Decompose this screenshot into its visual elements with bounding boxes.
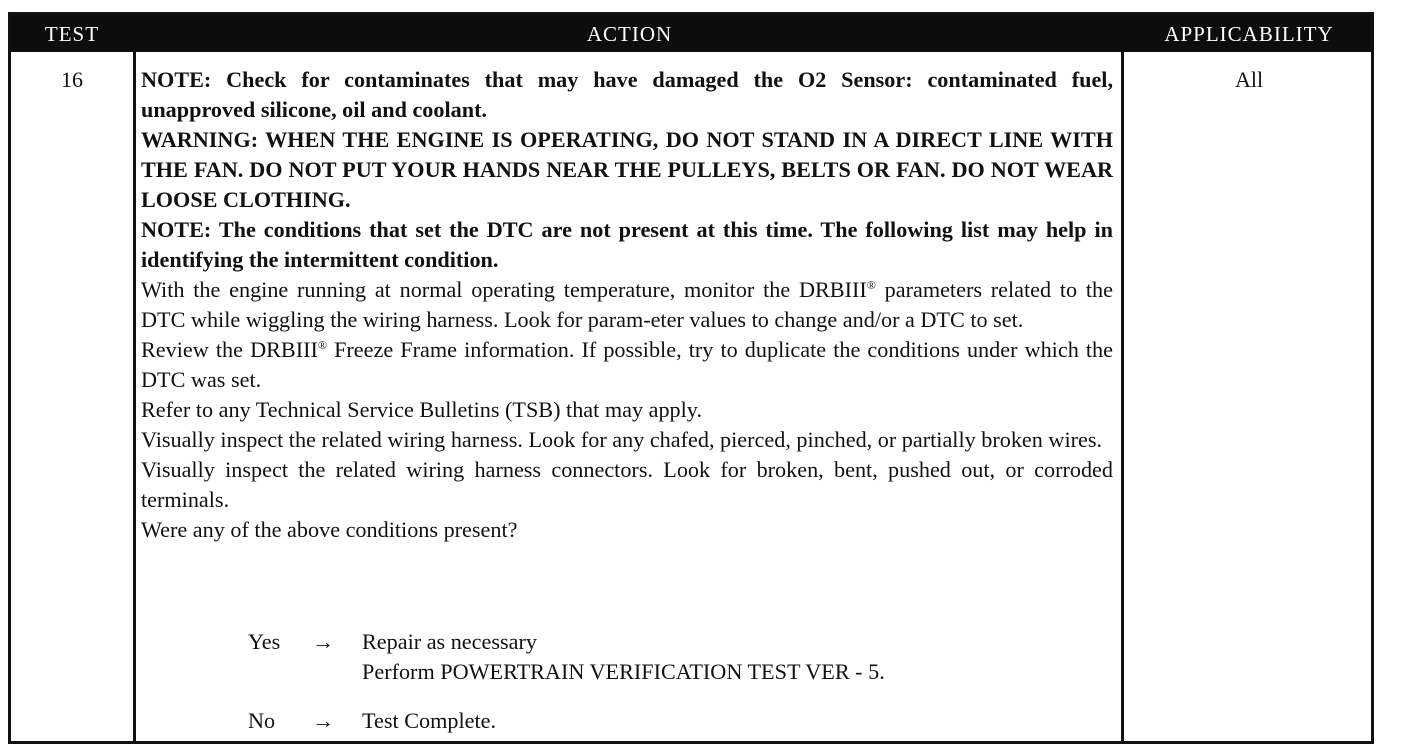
note-contaminates: NOTE: Check for contaminates that may have damaged the O2 Sensor: contaminated fuel, unapproved silicone, oil and coolant.	[141, 67, 1113, 122]
note-intermittent: NOTE: The conditions that set the DTC are not present at this time. The following list may help in identifying the intermittent condition.	[141, 217, 1113, 272]
action-cell	[141, 65, 1113, 545]
arrow-icon: →	[312, 629, 335, 654]
column-divider	[1121, 52, 1124, 741]
registered-mark: ®	[317, 338, 327, 352]
header-action: ACTION	[586, 22, 673, 46]
yes-action-line: Repair as necessary	[362, 629, 537, 654]
registered-mark: ®	[866, 278, 876, 292]
step-inspect-harness: Visually inspect the related wiring harness. Look for any chafed, pierced, pinched, or partially broken wires.	[141, 427, 1103, 452]
yes-action-line: Perform POWERTRAIN VERIFICATION TEST VER - 5.	[362, 659, 885, 684]
step-monitor-parameters	[141, 275, 1113, 335]
column-divider	[133, 52, 136, 741]
table-header	[11, 15, 1371, 52]
applicability-value: All	[1234, 67, 1264, 92]
header-test: TEST	[44, 22, 100, 46]
step-text: parameters related to the DTC while wiggling the wiring harness. Look for param-eter values to change and/or a DTC to set.	[141, 277, 1113, 332]
header-applicability: APPLICABILITY	[1164, 22, 1334, 46]
step-inspect-connectors: Visually inspect the related wiring harness connectors. Look for broken, bent, pushed out, or corroded terminals.	[141, 457, 1113, 512]
no-label: No	[248, 708, 276, 733]
diagnostic-table	[8, 12, 1374, 744]
yes-label: Yes	[248, 629, 281, 654]
step-freeze-frame	[141, 335, 1113, 395]
step-text: Review the DRBIII	[141, 337, 318, 362]
question: Were any of the above conditions present?	[141, 517, 518, 542]
warning-fan: WARNING: WHEN THE ENGINE IS OPERATING, DO NOT STAND IN A DIRECT LINE WITH THE FAN. DO NOT PUT YOUR HANDS NEAR THE PULLEYS, BELTS OR FAN. DO NOT WEAR LOOSE CLOTHING.	[141, 127, 1113, 212]
step-text: Freeze Frame information. If possible, try to duplicate the conditions under which the DTC was set.	[141, 337, 1113, 392]
option-yes	[248, 627, 885, 687]
step-text: With the engine running at normal operating temperature, monitor the DRBIII	[141, 277, 867, 302]
arrow-icon: →	[312, 708, 335, 733]
test-number: 16	[61, 67, 83, 92]
step-tsb: Refer to any Technical Service Bulletins (TSB) that may apply.	[141, 397, 702, 422]
no-action-line: Test Complete.	[362, 708, 497, 733]
option-no	[248, 706, 496, 736]
